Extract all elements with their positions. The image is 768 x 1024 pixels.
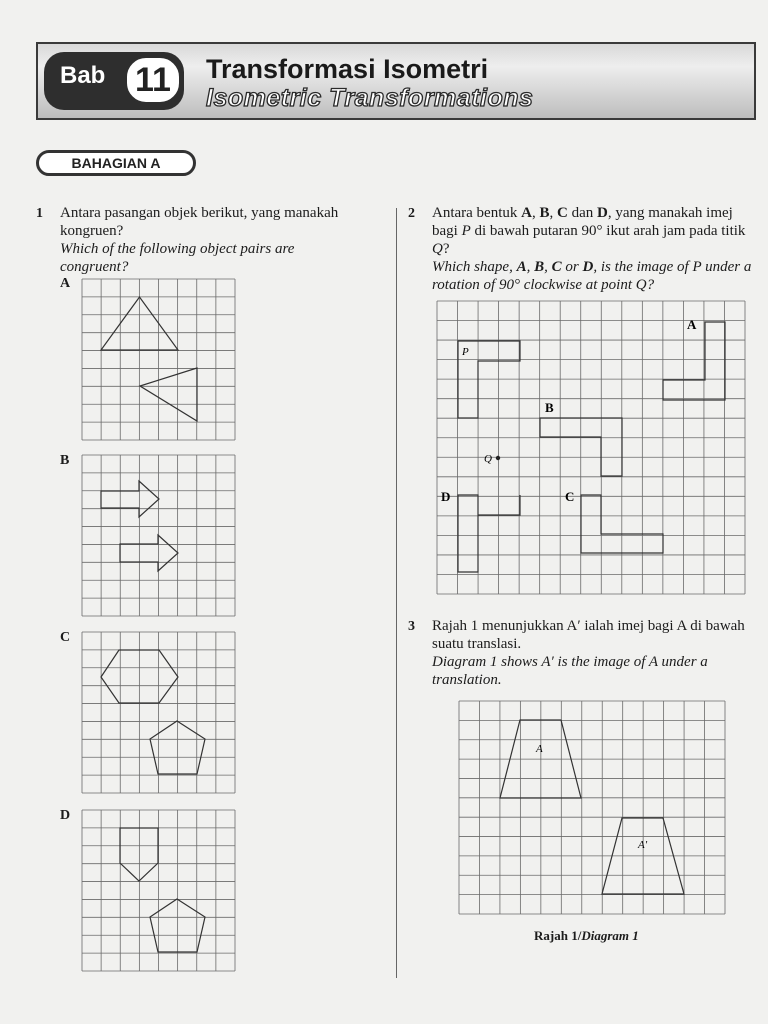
q2-en-text: or (561, 259, 583, 275)
rotation-grid (437, 301, 745, 594)
q2-ms-text: Antara bentuk (432, 205, 522, 221)
question-1-english: Which of the following object pairs are congruent? (60, 241, 295, 275)
question-3-malay: Rajah 1 menunjukkan A′ ialah imej bagi A di bawah suatu translasi. (432, 618, 745, 652)
option-d-grid (82, 810, 235, 971)
question-2-number: 2 (408, 206, 415, 221)
chapter-title-malay: Transformasi Isometri (206, 54, 489, 84)
q2-ms-option: A (521, 205, 532, 221)
q2-ms-text: dan (567, 205, 598, 221)
option-c-grid (82, 632, 235, 793)
translation-grid (459, 701, 725, 914)
chapter-number: 11 (124, 55, 182, 105)
q2-en-option: D (582, 259, 594, 275)
column-divider (396, 208, 397, 978)
arrow-shape (120, 535, 178, 571)
q2-ms-text: , (549, 205, 557, 221)
label-q: Q (484, 453, 492, 465)
question-3-number: 3 (408, 619, 415, 634)
q2-ms-option: D (597, 205, 608, 221)
label-d: D (441, 489, 451, 504)
arrow-shape (101, 481, 159, 517)
label-a: A (536, 743, 543, 755)
question-1-malay: Antara pasangan objek berikut, yang manakah kongruen? (60, 205, 339, 239)
caption-malay: Rajah 1/ (534, 928, 582, 943)
q2-en-option: B (534, 259, 545, 275)
label-a-prime: A′ (638, 839, 648, 851)
shape-d (458, 495, 520, 572)
question-3-text (432, 617, 757, 689)
question-2-text (432, 204, 757, 294)
question-3-english: Diagram 1 shows A′ is the image of A under a translation. (432, 654, 708, 688)
option-d-label: D (60, 808, 71, 823)
q2-ms-text: di bawah putaran 90° ikut arah jam pada titik (470, 223, 746, 239)
label-c: C (565, 489, 575, 504)
option-b-grid (82, 455, 235, 616)
triangle-shape (140, 368, 197, 421)
q2-en-text: , is the image of P under a rotation of 90° clockwise at point Q? (432, 259, 752, 293)
bab-label: Bab (60, 62, 106, 89)
q2-en-text: , (526, 259, 535, 275)
label-a: A (687, 317, 697, 332)
question-1-number: 1 (36, 206, 43, 221)
q2-ms-var: Q (432, 241, 443, 257)
q2-en-text: Which shape, (432, 259, 517, 275)
question-2-english (432, 258, 757, 294)
caption-english: Diagram 1 (581, 928, 639, 943)
q2-ms-option: B (539, 205, 550, 221)
chapter-title-english: Isometric Transformations (206, 84, 534, 112)
option-a-label: A (60, 276, 71, 291)
option-c-label: C (60, 630, 71, 645)
q2-ms-text: ? (442, 241, 450, 257)
shape-a (663, 322, 725, 400)
option-b-label: B (60, 453, 70, 468)
point-q (496, 456, 500, 460)
q2-ms-option: C (557, 205, 568, 221)
label-p: P (462, 346, 469, 358)
question-1-text (60, 204, 360, 276)
label-b: B (545, 400, 554, 415)
q2-en-text: , (544, 259, 552, 275)
q2-en-option: C (551, 259, 562, 275)
question-2-malay (432, 204, 757, 258)
section-label: BAHAGIAN A (36, 150, 196, 176)
q2-ms-text: , (531, 205, 540, 221)
diagram-caption (534, 928, 639, 944)
q2-en-option: A (516, 259, 527, 275)
q2-ms-text: , yang manakah imej bagi (432, 205, 733, 239)
q2-ms-var: P (461, 223, 471, 239)
option-a-grid (82, 279, 235, 440)
